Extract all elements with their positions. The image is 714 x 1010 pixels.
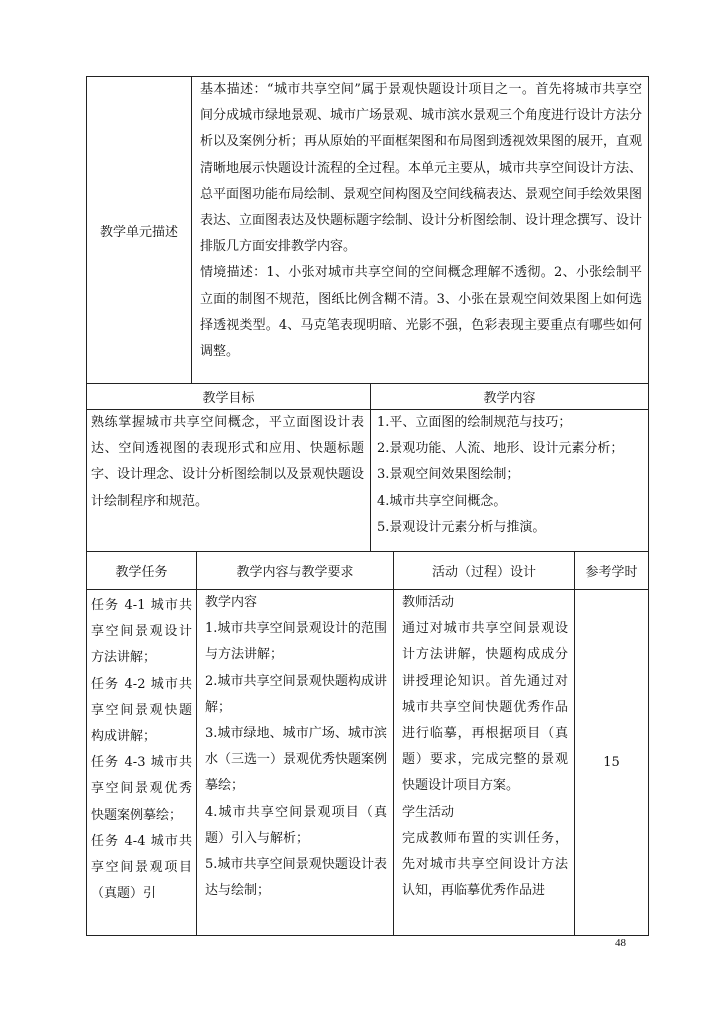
activity-cell <box>394 590 575 936</box>
requirement-item: 4.城市共享空间景观项目（真题）引入与解析； <box>205 804 387 846</box>
task-list <box>87 590 197 936</box>
task-item: 任务 4-2 城市共享空间景观快题构成讲解； <box>91 676 192 745</box>
task-header: 教学任务 <box>87 552 197 590</box>
situation-description: 情境描述：1、小张对城市共享空间的空间概念理解不透彻。2、小张绘制平立面的制图不规范，图纸比例含糊不清。3、小张在景观空间效果图上如何选择透视类型。4、马克笔表现明暗、光影不强，色彩表现主要重点有哪些如何调整。 <box>200 265 642 360</box>
goal-header: 教学目标 <box>87 384 371 410</box>
task-item: 任务 4-4 城市共享空间景观项目（真题）引 <box>91 833 192 902</box>
activity-header: 活动（过程）设计 <box>394 552 575 590</box>
content-item: 5.景观设计元素分析与推演。 <box>377 519 546 535</box>
requirement-item: 3.城市绿地、城市广场、城市滨水（三选一）景观优秀快题案例摹绘； <box>205 726 388 794</box>
content-item: 3.景观空间效果图绘制； <box>377 467 520 483</box>
basic-description: 基本描述：“城市共享空间”属于景观快题设计项目之一。首先将城市共享空间分成城市绿地景观、城市广场景观、城市滨水景观三个角度进行设计方法分析以及案例分析；再从原始的平面框架图和布局图到透视效果图的展开，直观清晰地展示快题设计流程的全过程。本单元主要从，城市共享空间设计方法、总平面图功能布局绘制、景观空间构图及空间线稿表达、景观空间手绘效果图表达、立面图表达及快题标题字绘制、设计分析图绘制、设计理念撰写、设计排版几方面安排教学内容。 <box>200 82 643 255</box>
content-header: 教学内容 <box>371 384 649 410</box>
hours-header: 参考学时 <box>575 552 649 590</box>
content-item: 1.平、立面图的绘制规范与技巧； <box>377 415 572 430</box>
unit-description-table <box>86 76 649 384</box>
goal-text: 熟练掌握城市共享空间概念，平立面图设计表达、空间透视图的表现形式和应用、快题标题字、设计理念、设计分析图绘制以及景观快题设计绘制程序和规范。 <box>87 410 371 552</box>
student-activity-title: 学生活动 <box>402 804 455 820</box>
unit-description-cell <box>192 77 649 384</box>
requirement-item: 1.城市共享空间景观设计的范围与方法讲解； <box>205 621 387 663</box>
reference-hours: 15 <box>575 590 649 936</box>
requirement-item: 2.城市共享空间景观快题构成讲解； <box>205 673 387 715</box>
content-item: 2.景观功能、人流、地形、设计元素分析； <box>377 441 624 457</box>
student-activity-text: 完成教师布置的实训任务，先对城市共享空间设计方法认知，再临摹优秀作品进 <box>402 830 568 899</box>
requirements-header: 教学内容与教学要求 <box>197 552 394 590</box>
teacher-activity-title: 教师活动 <box>402 595 455 610</box>
task-table <box>86 551 649 936</box>
content-list <box>371 410 649 552</box>
page-number: 48 <box>615 937 626 949</box>
requirement-item: 5.城市共享空间景观快题设计表达与绘制； <box>205 857 387 899</box>
goals-content-table <box>86 383 649 552</box>
teacher-activity-text: 通过对城市共享空间景观设计方法讲解，快题构成成分讲授理论知识。首先通过对城市共享空间快题优秀作品进行临摹，再根据项目（真题）要求，完成完整的景观快题设计项目方案。 <box>402 621 568 794</box>
task-item: 任务 4-3 城市共享空间景观优秀快题案例摹绘； <box>91 755 192 823</box>
requirements-title: 教学内容 <box>205 595 258 610</box>
content-item: 4.城市共享空间概念。 <box>377 493 507 509</box>
unit-description-label: 教学单元描述 <box>87 77 192 384</box>
task-item: 任务 4-1 城市共享空间景观设计方法讲解； <box>91 598 192 666</box>
requirements-cell <box>197 590 394 936</box>
